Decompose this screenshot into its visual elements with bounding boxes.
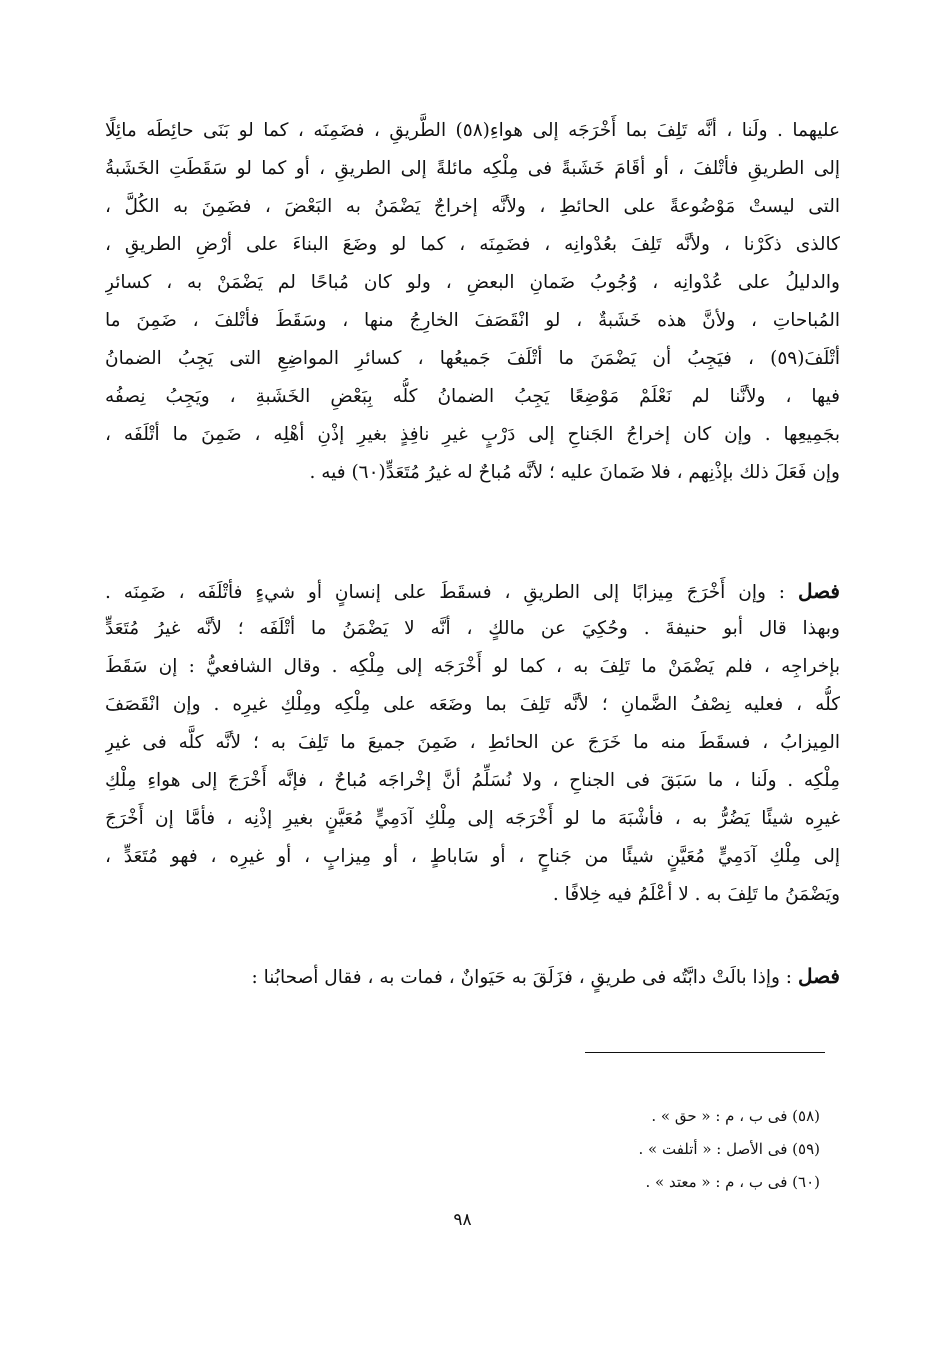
footnote: (٦٠) فى ب ، م : « معتد » . xyxy=(645,1173,820,1191)
section-first-line-text: : وإن أَخْرَجَ مِيزابًا إلى الطريقِ ، فسقَطَ على إنسانٍ أو شيءٍ فأتْلَفَه ، ضَمِنَه . xyxy=(105,582,798,603)
text-line: التى ليستْ مَوْضُوعةً على الحائطِ ، ولأنَّه إخراجٌ يَضْمَنُ به البَعْضَ ، فضَمِنَ به الكُلَّ ، xyxy=(105,196,840,217)
text-line: كالذى ذكَرْنا ، ولأنَّه تَلِفَ بعُدْوانِه ، فضَمِنَه ، كما لو وضَعَ البناءَ على أرْضِ الطريقِ ، xyxy=(105,234,840,255)
paragraph-animal-urine-section xyxy=(105,957,840,995)
text-line: المُباحاتِ ، ولأنَّ هذه خَشَبةٌ ، لو انْقَصَفَ الخارِجُ منها ، وسَقَطَ فأتْلفَ ، ضَمِنَ ما xyxy=(105,310,840,331)
paragraph-mizab-section xyxy=(105,572,840,914)
text-line: إلى الطريقِ فأتْلفَ ، أو أقَامَ خَشَبةً فى مِلْكِه مائلةً إلى الطريقِ ، أو كما لو سَقَطَتِ الخَشَبةُ xyxy=(105,158,840,179)
text-line: بجَمِيعِها . وإن كان إخراجُ الجَناحِ إلى دَرْبٍ غيرِ نافِذٍ بغيرِ إذْنِ أهْلِه ، ضَمِنَ ما أتْلَفَه ، xyxy=(105,424,840,445)
page-number: ٩٨ xyxy=(453,1210,472,1230)
text-line: أتْلَفَ(٥٩) ، فيَجِبُ أن يَضْمَنَ ما أتْلَفَ جَميعُها ، كسائرِ المواضِعِ التى يَجِبُ الضمانُ xyxy=(105,348,840,369)
footnote: (٥٨) فى ب ، م : « حق » . xyxy=(651,1107,820,1125)
text-line: المِيزابُ ، فسقَطَ منه ما خَرَجَ عن الحائطِ ، ضَمِنَ جميعَ ما تَلِفَ به ؛ لأنَّه كلَّه فى غيرِ xyxy=(105,732,840,753)
text-line: عليهما . ولَنا ، أنَّه تَلِفَ بما أَخْرَجَه إلى هواءِ(٥٨) الطَّريقِ ، فضَمِنَه ، كما لو بَنَى حائِطَه مائِلًا xyxy=(105,120,840,141)
footnote: (٥٩) فى الأصل : « أتلفت » . xyxy=(638,1140,820,1158)
text-line: مِلْكِه . ولَنا ، ما سَبَقَ فى الجناحِ ، ولا نُسَلِّمُ أنَّ إخْراجَه مُباحٌ ، فإنَّه أَخْرَجَ إلى هواءِ مِلْكِ xyxy=(105,770,840,791)
section-heading: فصل xyxy=(797,964,840,988)
text-line: بإخراجِه ، فلم يَضْمَنْ ما تَلِفَ به ، كما لو أَخْرَجَه إلى مِلْكِه . وقال الشافعيُّ : إن سَقَطَ xyxy=(105,656,840,677)
text-line: فيها ، ولأنَّنا لم نَعْلَمْ مَوْضِعًا يَجِبُ الضمانُ كلُّه بِبَعْضِ الخَشَبةِ ، ويَجِبُ نِصفُه xyxy=(105,386,840,407)
text-line: كلُّه ، فعليه نِصْفُ الضَّمانِ ؛ لأنَّه تَلِفَ بما وضَعَه على مِلْكِه ومِلْكِ غيرِه . وإن انْقَصَفَ xyxy=(105,694,840,715)
section-first-line xyxy=(105,572,840,610)
text-line: ويَضْمَنُ ما تَلِفَ به . لا أعْلَمُ فيه خِلافًا . xyxy=(552,884,840,905)
text-line: غيرِه شيئًا يَضُرُّ به ، فأشْبَهَ ما لو أَخْرَجَه إلى مِلْكِ آدَمِيٍّ مُعَيَّنٍ بغيرِ إذْنِه ، فأمَّا إن أَخْرَجَ xyxy=(105,808,840,829)
text-line: إلى مِلْكِ آدَمِيٍّ مُعَيَّنٍ شيئًا من جَناحٍ ، أو سَاباطٍ ، أو مِيزابٍ ، أو غيرِه ، فهو مُتَعَدٍّ ، xyxy=(105,846,840,867)
text-line: وبهذا قال أبو حنيفةَ . وحُكِيَ عن مالكٍ ، أنَّه لا يَضْمَنُ ما أتْلَفَه ؛ لأنَّه غيرُ مُتَعَدٍّ xyxy=(105,618,840,639)
footnotes xyxy=(300,1100,820,1199)
text-line: والدليلُ على عُدْوانِه ، وُجُوبُ ضَمانِ البعضِ ، ولو كان مُباحًا لم يَضْمَنْ به ، كسائرِ xyxy=(105,272,840,293)
paragraph-jinah-liability xyxy=(105,112,840,492)
section-heading: فصل xyxy=(797,579,840,603)
footnote-separator xyxy=(585,1052,825,1053)
section-first-line-text: : وإذا بالَتْ دابَّتُه فى طريقٍ ، فزَلَقَ به حَيَوانٌ ، فمات به ، فقال أصحابُنا : xyxy=(251,967,798,988)
section-first-line xyxy=(105,957,840,995)
text-line: وإن فَعَلَ ذلك بإذْنِهم ، فلا ضَمانَ عليه ؛ لأنَّه مُباحٌ له غيرُ مُتَعَدٍّ(٦٠) فيه . xyxy=(309,462,840,483)
